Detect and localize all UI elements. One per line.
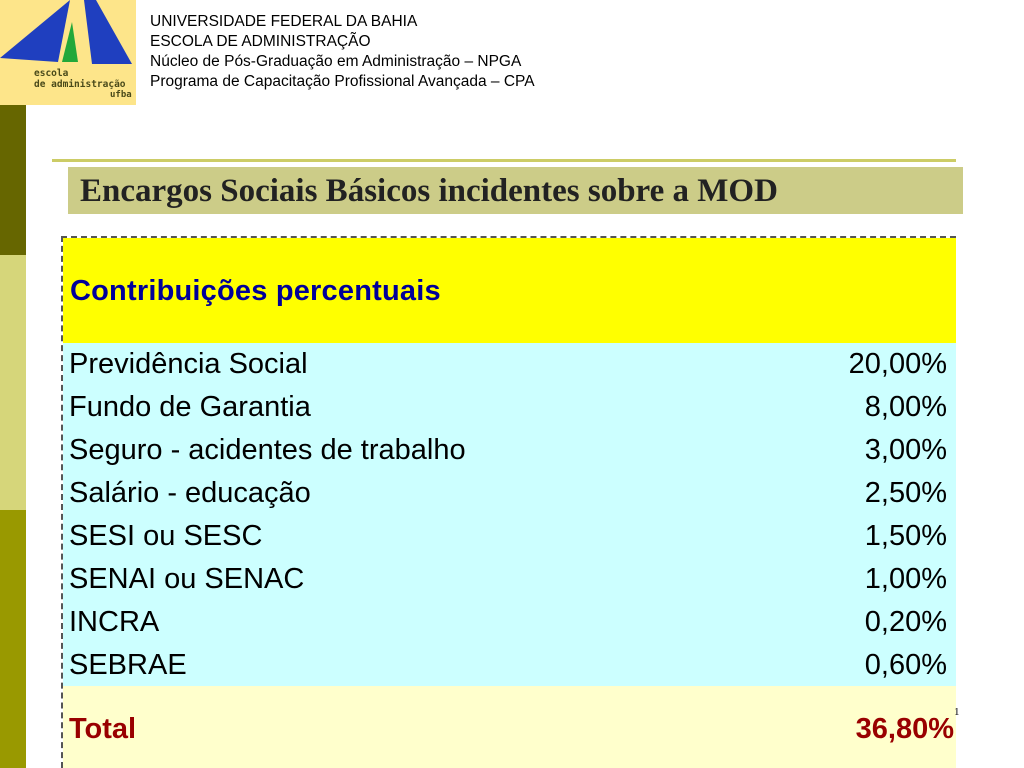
- table-row: [63, 343, 953, 386]
- row-label: Previdência Social: [69, 348, 308, 380]
- table-row: [63, 644, 953, 687]
- row-label: SENAI ou SENAC: [69, 563, 305, 595]
- logo-line-1: escola: [34, 68, 69, 79]
- logo-line-2: de administração: [34, 79, 126, 90]
- institution-line: Programa de Capacitação Profissional Avançada – CPA: [150, 73, 535, 90]
- row-label: SESI ou SESC: [69, 520, 263, 552]
- row-value: 3,00%: [864, 434, 947, 466]
- table-row: [63, 515, 953, 558]
- row-label: Salário - educação: [69, 477, 311, 509]
- row-value: 20,00%: [848, 348, 947, 380]
- total-label: Total: [69, 713, 137, 745]
- institution-header: [150, 12, 535, 92]
- institution-line: Núcleo de Pós-Graduação em Administração – NPGA: [150, 53, 522, 70]
- table-row: [63, 429, 953, 472]
- row-label: INCRA: [69, 606, 160, 638]
- row-value: 0,60%: [864, 649, 947, 681]
- row-value: 2,50%: [864, 477, 947, 509]
- row-label: SEBRAE: [69, 649, 187, 681]
- institution-line: UNIVERSIDADE FEDERAL DA BAHIA: [150, 13, 418, 30]
- row-value: 1,50%: [864, 520, 947, 552]
- row-value: 0,20%: [864, 606, 947, 638]
- table-header-label: Contribuições percentuais: [70, 275, 441, 307]
- side-stripe-dark: [0, 105, 26, 255]
- header-separator: [52, 159, 956, 162]
- row-label: Fundo de Garantia: [69, 391, 311, 423]
- page-number: 1: [954, 706, 960, 718]
- table-header: [63, 238, 956, 343]
- total-value: 36,80%: [855, 713, 954, 745]
- table-body: [63, 343, 956, 686]
- side-stripe-olive: [0, 510, 26, 768]
- slide-title: Encargos Sociais Básicos incidentes sobre a MOD: [80, 173, 778, 209]
- school-logo: [0, 0, 136, 105]
- row-value: 1,00%: [864, 563, 947, 595]
- table-row: [63, 472, 953, 515]
- institution-line: ESCOLA DE ADMINISTRAÇÃO: [150, 33, 371, 50]
- table-total-row: [63, 686, 956, 768]
- side-stripe-light: [0, 255, 26, 510]
- table-row: [63, 558, 953, 601]
- title-band: [68, 167, 963, 214]
- logo-line-3: ufba: [110, 90, 132, 100]
- table-row: [63, 386, 953, 429]
- row-label: Seguro - acidentes de trabalho: [69, 434, 466, 466]
- contributions-table: [61, 236, 956, 768]
- table-row: [63, 601, 953, 644]
- row-value: 8,00%: [864, 391, 947, 423]
